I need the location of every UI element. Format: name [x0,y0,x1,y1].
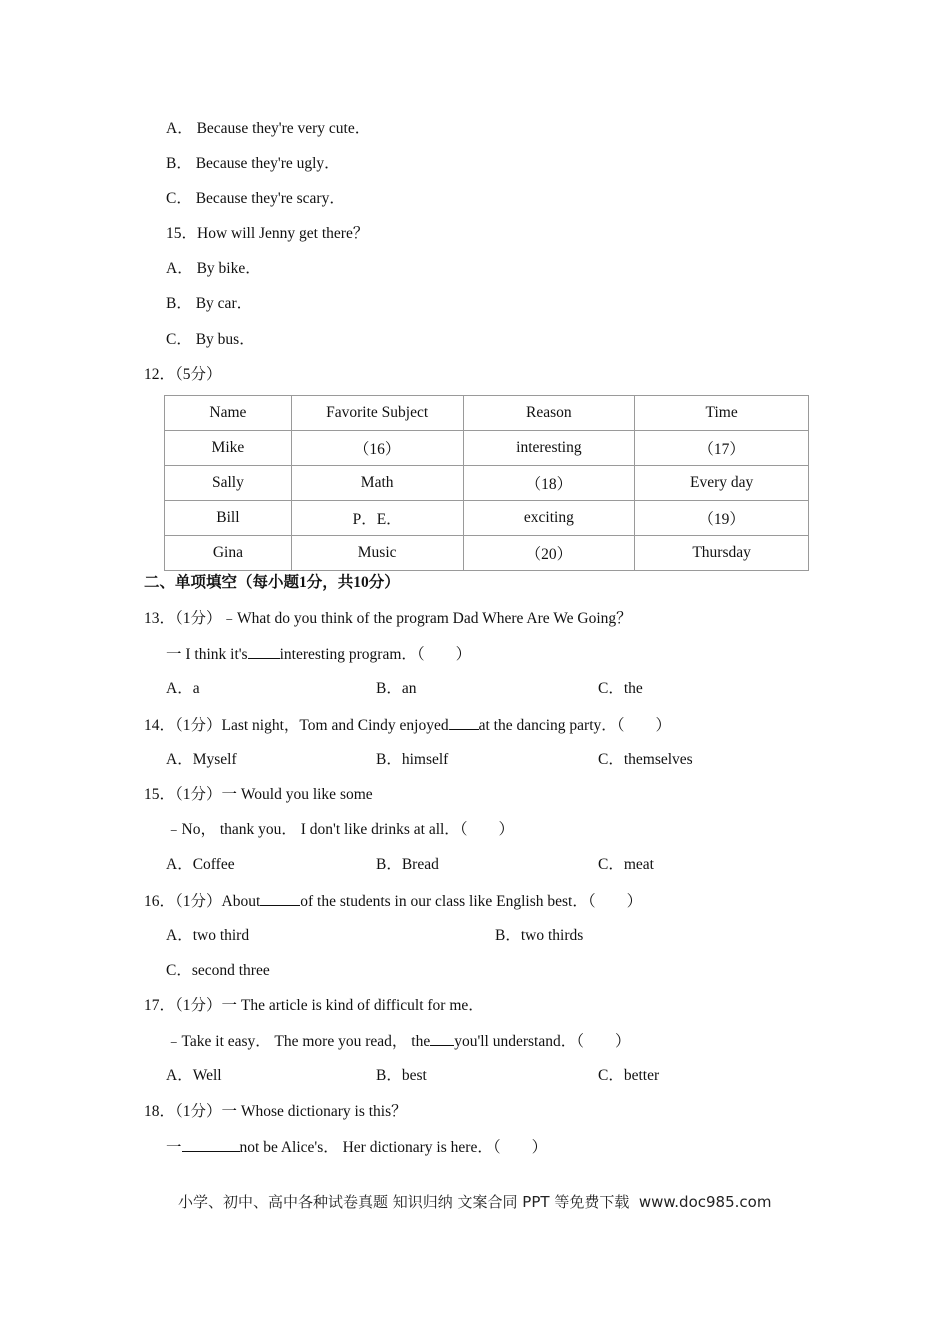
table-cell: Math [291,466,463,501]
table-cell: Time [635,396,809,431]
q14-option-a: A．Myself [166,751,237,768]
q13-option-b: B．an [376,680,417,697]
table-row [165,431,809,466]
table-cell: interesting [463,431,635,466]
q15-option-c: C．meat [598,856,654,873]
table-cell: Bill [165,501,292,536]
table-cell: （16） [291,431,463,466]
q13-stem: 13．（1分）﹣What do you think of the program Dad Where Are We Going？ [144,610,632,627]
q12-table [164,395,809,571]
prev-q14-option-a: A． Because they're very cute． [166,120,371,137]
table-cell: （19） [635,501,809,536]
table-cell: （17） [635,431,809,466]
q13-line2: 一 I think it's interesting program．（ ） [166,646,472,663]
table-cell: Music [291,536,463,571]
table-cell: Mike [165,431,292,466]
table-cell: P．E． [291,501,463,536]
q13-option-a: A．a [166,680,200,697]
prev-q15-stem: 15．How will Jenny get there？ [166,225,369,242]
q17-option-b: B．best [376,1067,427,1084]
q14-option-c: C．themselves [598,751,693,768]
q17-option-a: A．Well [166,1067,222,1084]
prev-q15-option-a: A． By bike． [166,260,261,277]
table-row [165,466,809,501]
table-cell: （20） [463,536,635,571]
q16-option-c: C．second three [166,962,270,979]
q18-stem: 18．（1分）一 Whose dictionary is this？ [144,1103,407,1120]
q15-line2: ﹣No， thank you． I don't like drinks at all．（ ） [166,821,515,838]
table-cell: Gina [165,536,292,571]
q14-option-b: B．himself [376,751,449,768]
answer-blank [248,644,280,659]
q17-line2: ﹣Take it easy． The more you read， the you'll understand．（ ） [166,1033,631,1050]
footer-text: 小学、初中、高中各种试卷真题 知识归纳 文案合同 PPT 等免费下载 www.doc985.com [178,1193,772,1211]
q12-stem: 12．（5分） [144,366,222,383]
answer-blank [182,1137,240,1152]
table-cell: Reason [463,396,635,431]
prev-q15-option-b: B． By car． [166,295,253,312]
q16-option-a: A．two third [166,927,250,944]
q13-option-c: C．the [598,680,643,697]
q15-option-a: A．Coffee [166,856,235,873]
table-row [165,536,809,571]
table-cell: Name [165,396,292,431]
table-cell: exciting [463,501,635,536]
table-cell: （18） [463,466,635,501]
prev-q14-option-b: B． Because they're ugly． [166,155,340,172]
table-cell: Sally [165,466,292,501]
q16-stem: 16．（1分）About of the students in our class like English best．（ ） [144,893,643,910]
answer-blank [430,1031,454,1046]
table-row [165,501,809,536]
table-header-row [165,396,809,431]
answer-blank [260,891,300,906]
table-cell: Thursday [635,536,809,571]
q14-stem: 14．（1分）Last night，Tom and Cindy enjoyed at the dancing party．（ ） [144,717,672,734]
q15-stem: 15．（1分）一 Would you like some [144,786,373,803]
q17-option-c: C．better [598,1067,660,1084]
prev-q14-option-c: C． Because they're scary． [166,190,345,207]
q15-option-b: B．Bread [376,856,439,873]
prev-q15-option-c: C． By bus． [166,331,255,348]
q16-option-b: B．two thirds [495,927,584,944]
table-cell: Favorite Subject [291,396,463,431]
q17-stem: 17．（1分）一 The article is kind of difficult for me． [144,997,484,1014]
answer-blank [449,715,479,730]
q18-line2: 一 not be Alice's． Her dictionary is here．（ ） [166,1139,548,1156]
section-heading: 二、单项填空（每小题1分，共10分） [144,574,400,591]
table-cell: Every day [635,466,809,501]
